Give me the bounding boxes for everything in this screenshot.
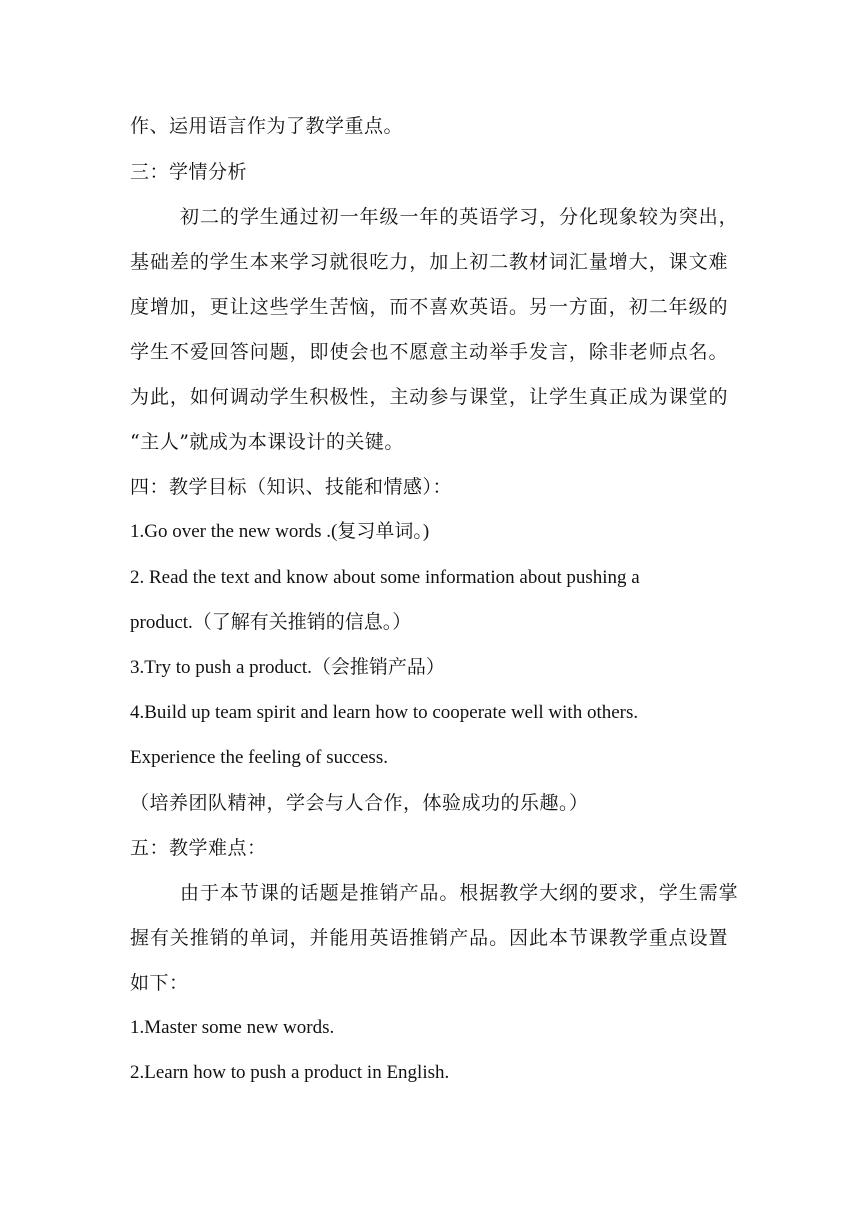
list-item: 2. Read the text and know about some information about pushing a (130, 567, 640, 588)
text-line: 由于本节课的话题是推销产品。根据教学大纲的要求，学生需掌 (180, 882, 739, 904)
text-line: 作、运用语言作为了教学重点。 (130, 115, 404, 137)
text-line: 初二的学生通过初一年级一年的英语学习，分化现象较为突出， (180, 206, 739, 228)
section-heading: 三：学情分析 (130, 161, 248, 183)
list-item: 1.Go over the new words .(复习单词。) (130, 521, 430, 542)
text-line: 如下： (130, 972, 189, 994)
text-line: （培养团队精神，学会与人合作，体验成功的乐趣。） (130, 792, 589, 814)
section-heading: 五：教学难点： (130, 837, 267, 859)
list-item: 1.Master some new words. (130, 1017, 335, 1038)
text-line: “主人”就成为本课设计的关键。 (130, 431, 404, 453)
list-item: 4.Build up team spirit and learn how to cooperate well with others. (130, 702, 639, 723)
list-item-continuation: Experience the feeling of success. (130, 747, 388, 768)
text-line: 为此，如何调动学生积极性，主动参与课堂，让学生真正成为课堂的 (130, 386, 729, 408)
text-line: 握有关推销的单词，并能用英语推销产品。因此本节课教学重点设置 (130, 927, 729, 949)
list-item-continuation: product.（了解有关推销的信息。） (130, 612, 412, 633)
text-line: 度增加，更让这些学生苦恼，而不喜欢英语。另一方面，初二年级的 (130, 296, 729, 318)
text-line: 学生不爱回答问题，即使会也不愿意主动举手发言，除非老师点名。 (130, 341, 729, 363)
section-heading: 四：教学目标（知识、技能和情感）： (130, 476, 453, 498)
text-line: 基础差的学生本来学习就很吃力，加上初二教材词汇量增大，课文难 (130, 251, 729, 273)
list-item: 2.Learn how to push a product in English. (130, 1062, 450, 1083)
list-item: 3.Try to push a product.（会推销产品） (130, 657, 445, 678)
